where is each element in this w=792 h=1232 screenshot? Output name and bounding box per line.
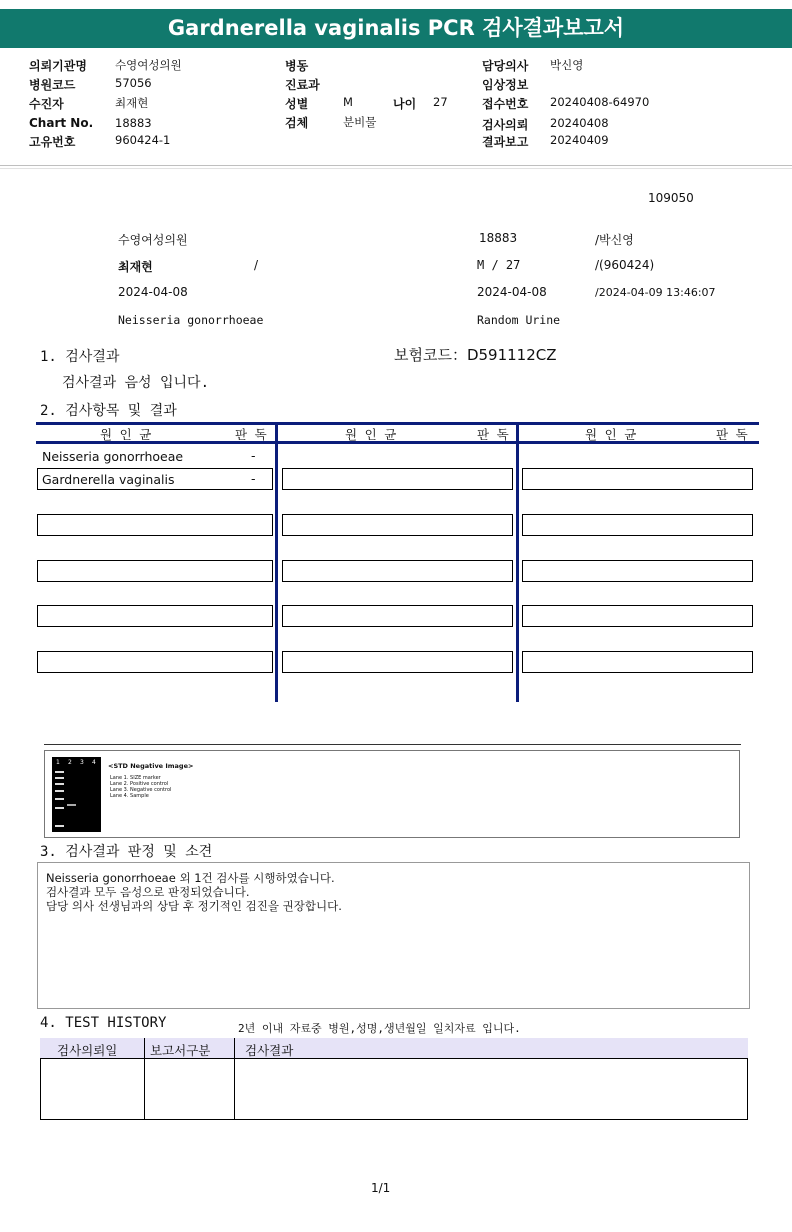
opinion-line: 검사결과 모두 음성으로 판정되었습니다. — [46, 885, 250, 899]
value-unique-no: 960424-1 — [115, 133, 171, 147]
label-report-date: 결과보고 — [482, 135, 529, 149]
opinion-line: 담당 의사 선생님과의 상담 후 정기적인 검진을 권장합니다. — [46, 899, 342, 913]
label-specimen: 검체 — [285, 116, 309, 130]
label-unique-no: 고유번호 — [29, 135, 76, 149]
lane-label: 4 — [92, 759, 96, 766]
result-cell — [522, 514, 753, 536]
positive-band — [67, 804, 76, 806]
marker-band — [55, 790, 64, 792]
summary-code: 109050 — [648, 191, 694, 205]
section4-heading: 4. TEST HISTORY — [40, 1015, 167, 1031]
summary-birth: /(960424) — [595, 258, 655, 272]
label-clinical-info: 임상정보 — [482, 78, 529, 92]
summary-slash: / — [254, 258, 259, 272]
result-name: Neisseria gonorrhoeae — [42, 449, 184, 464]
col-header-pathogen-1: 원 인 균 — [100, 427, 152, 442]
lane-label: 3 — [80, 759, 84, 766]
result-value: - — [251, 448, 256, 463]
summary-sex-age: M / 27 — [477, 258, 521, 272]
result-cell — [522, 605, 753, 627]
table-col-rule-2 — [516, 422, 519, 702]
label-receipt-no: 접수번호 — [482, 97, 529, 111]
label-patient: 수진자 — [29, 97, 64, 111]
marker-band — [55, 825, 64, 827]
col-header-judgement-2: 판 독 — [477, 427, 509, 442]
value-clinic: 수영여성의원 — [115, 58, 182, 72]
label-sex: 성별 — [285, 97, 309, 111]
value-sex: M — [343, 95, 353, 109]
gel-image — [52, 757, 101, 832]
history-note: 2년 이내 자료중 병원,성명,생년월일 일치자료 입니다. — [238, 1022, 521, 1035]
result-cell — [37, 468, 273, 490]
lane-label: 1 — [56, 759, 60, 766]
marker-band — [55, 771, 64, 773]
section1-heading: 1. 검사결과 — [40, 349, 120, 365]
summary-specimen: Random Urine — [477, 313, 561, 327]
result-cell — [37, 514, 273, 536]
gel-caption-line: Lane 4. Sample — [110, 793, 149, 799]
result-cell — [522, 468, 753, 490]
insurance-code: 보험코드：D591112CZ — [394, 346, 557, 364]
label-request-date: 검사의뢰 — [482, 118, 529, 132]
summary-patient: 최재현 — [118, 260, 153, 274]
value-specimen: 분비물 — [343, 115, 377, 129]
result-cell — [522, 651, 753, 673]
value-receipt-no: 20240408-64970 — [550, 95, 650, 109]
result-cell — [282, 651, 513, 673]
report-title: Gardnerella vaginalis PCR 검사결과보고서 — [0, 9, 792, 48]
marker-band — [55, 777, 64, 779]
table-col-rule-1 — [275, 422, 278, 702]
header-divider-shadow — [0, 168, 792, 169]
history-header-row — [40, 1038, 748, 1059]
lane-label: 2 — [68, 759, 72, 766]
section2-heading: 2. 검사항목 및 결과 — [40, 403, 177, 419]
marker-band — [55, 807, 64, 809]
col-header-judgement-3: 판 독 — [716, 427, 748, 442]
history-col-result: 검사결과 — [245, 1043, 294, 1058]
summary-date1: 2024-04-08 — [118, 285, 188, 299]
summary-doctor: /박신영 — [595, 233, 634, 247]
result-cell — [282, 560, 513, 582]
result-cell — [37, 651, 273, 673]
label-clinic: 의뢰기관명 — [29, 59, 87, 73]
opinion-line: Neisseria gonorrhoeae 외 1건 검사를 시행하였습니다. — [46, 871, 335, 885]
summary-test-name: Neisseria gonorrhoeae — [118, 313, 264, 327]
result-cell — [282, 468, 513, 490]
image-top-rule — [44, 744, 741, 745]
summary-chart: 18883 — [479, 231, 518, 245]
label-hospital-code: 병원코드 — [29, 78, 76, 92]
value-request-date: 20240408 — [550, 116, 609, 130]
result-summary: 검사결과 음성 입니다. — [62, 375, 210, 391]
header-divider — [0, 165, 792, 166]
history-col-divider — [234, 1038, 235, 1120]
gel-caption-line: Lane 3. Negative control — [110, 787, 172, 793]
summary-clinic: 수영여성의원 — [118, 233, 188, 247]
result-cell — [282, 605, 513, 627]
col-header-pathogen-3: 원 인 균 — [585, 427, 637, 442]
col-header-judgement-1: 판 독 — [235, 427, 267, 442]
label-doctor: 담당의사 — [482, 59, 529, 73]
value-hospital-code: 57056 — [115, 76, 152, 90]
history-col-request-date: 검사의뢰일 — [57, 1043, 118, 1058]
label-ward: 병동 — [285, 59, 309, 73]
gel-caption-line: Lane 2. Positive control — [110, 781, 169, 787]
col-header-pathogen-2: 원 인 균 — [345, 427, 397, 442]
history-col-report-type: 보고서구분 — [150, 1043, 211, 1058]
result-cell — [282, 514, 513, 536]
gel-caption-line: Lane 1. SIZE marker — [110, 775, 161, 781]
value-patient: 최재현 — [115, 96, 149, 110]
label-age: 나이 — [393, 97, 417, 111]
section3-heading: 3. 검사결과 판정 및 소견 — [40, 844, 213, 860]
summary-report-datetime: /2024-04-09 13:46:07 — [595, 286, 716, 299]
result-cell — [522, 560, 753, 582]
marker-band — [55, 798, 64, 800]
marker-band — [55, 783, 64, 785]
value-doctor: 박신영 — [550, 58, 584, 72]
label-department: 진료과 — [285, 78, 320, 92]
page-number: 1/1 — [371, 1181, 391, 1195]
result-cell — [37, 560, 273, 582]
label-chart-no: Chart No. — [29, 116, 94, 130]
result-name: Gardnerella vaginalis — [42, 472, 175, 487]
gel-caption-title: <STD Negative Image> — [108, 762, 194, 770]
value-report-date: 20240409 — [550, 133, 609, 147]
result-cell — [37, 605, 273, 627]
result-value: - — [251, 471, 256, 486]
summary-date2: 2024-04-08 — [477, 285, 547, 299]
value-chart-no: 18883 — [115, 116, 152, 130]
value-age: 27 — [433, 95, 448, 109]
history-col-divider — [144, 1038, 145, 1120]
